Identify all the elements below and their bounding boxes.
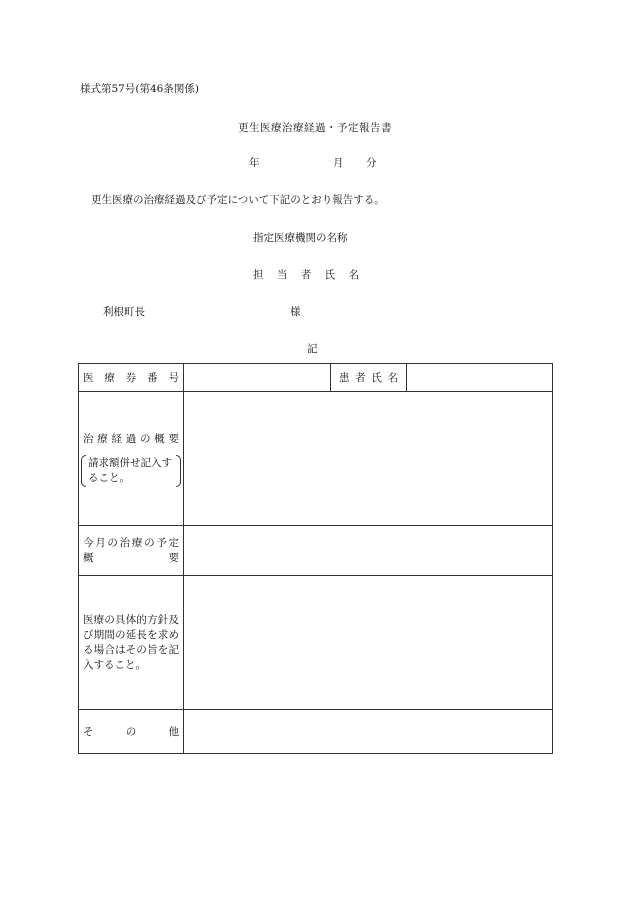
table-row <box>79 576 553 710</box>
ticket-number-field[interactable] <box>184 364 331 392</box>
other-field[interactable] <box>184 710 553 754</box>
treatment-note: 請求額併せ記入すること。 <box>83 456 179 486</box>
treatment-summary-field[interactable] <box>184 392 553 526</box>
month-label: 月 <box>333 157 344 169</box>
table-row <box>79 710 553 754</box>
honorific: 様 <box>290 306 301 318</box>
other-label-cell <box>79 710 184 754</box>
portion-label: 分 <box>366 157 377 169</box>
other-label: その他 <box>83 726 179 738</box>
form-title: 更生医療治療経過・予定報告書 <box>238 122 392 134</box>
addressee: 利根町長 <box>103 306 145 318</box>
year-label: 年 <box>249 157 260 169</box>
policy-label-cell <box>79 576 184 710</box>
ticket-number-label: 医療券番号 <box>83 372 179 384</box>
month-plan-label-line1: 今月の治療の予定 <box>83 536 179 549</box>
month-plan-label-line2: 概要 <box>83 551 179 564</box>
ticket-number-label-cell <box>79 364 184 392</box>
month-plan-label-cell <box>79 526 184 576</box>
policy-field[interactable] <box>184 576 553 710</box>
patient-name-field[interactable] <box>407 364 553 392</box>
table-row <box>79 526 553 576</box>
table-row <box>79 392 553 526</box>
policy-label: 医療の具体的方針及び期間の延長を求める場合はその旨を記入すること。 <box>83 613 179 671</box>
form-number: 様式第57号(第46条関係) <box>80 83 199 95</box>
patient-name-label-cell <box>331 364 407 392</box>
month-plan-field[interactable] <box>184 526 553 576</box>
table-row <box>79 364 553 392</box>
treatment-summary-label: 治療経過の概要 <box>83 433 179 445</box>
ki-label: 記 <box>307 343 318 355</box>
intro-text: 更生医療の治療経過及び予定について下記のとおり報告する。 <box>91 194 385 206</box>
treatment-summary-label-cell <box>79 392 184 526</box>
patient-name-label: 患者氏名 <box>339 372 398 384</box>
institution-label: 指定医療機関の名称 <box>253 232 348 244</box>
report-table <box>78 363 553 754</box>
person-in-charge-label: 担 当 者 氏 名 <box>253 269 359 281</box>
